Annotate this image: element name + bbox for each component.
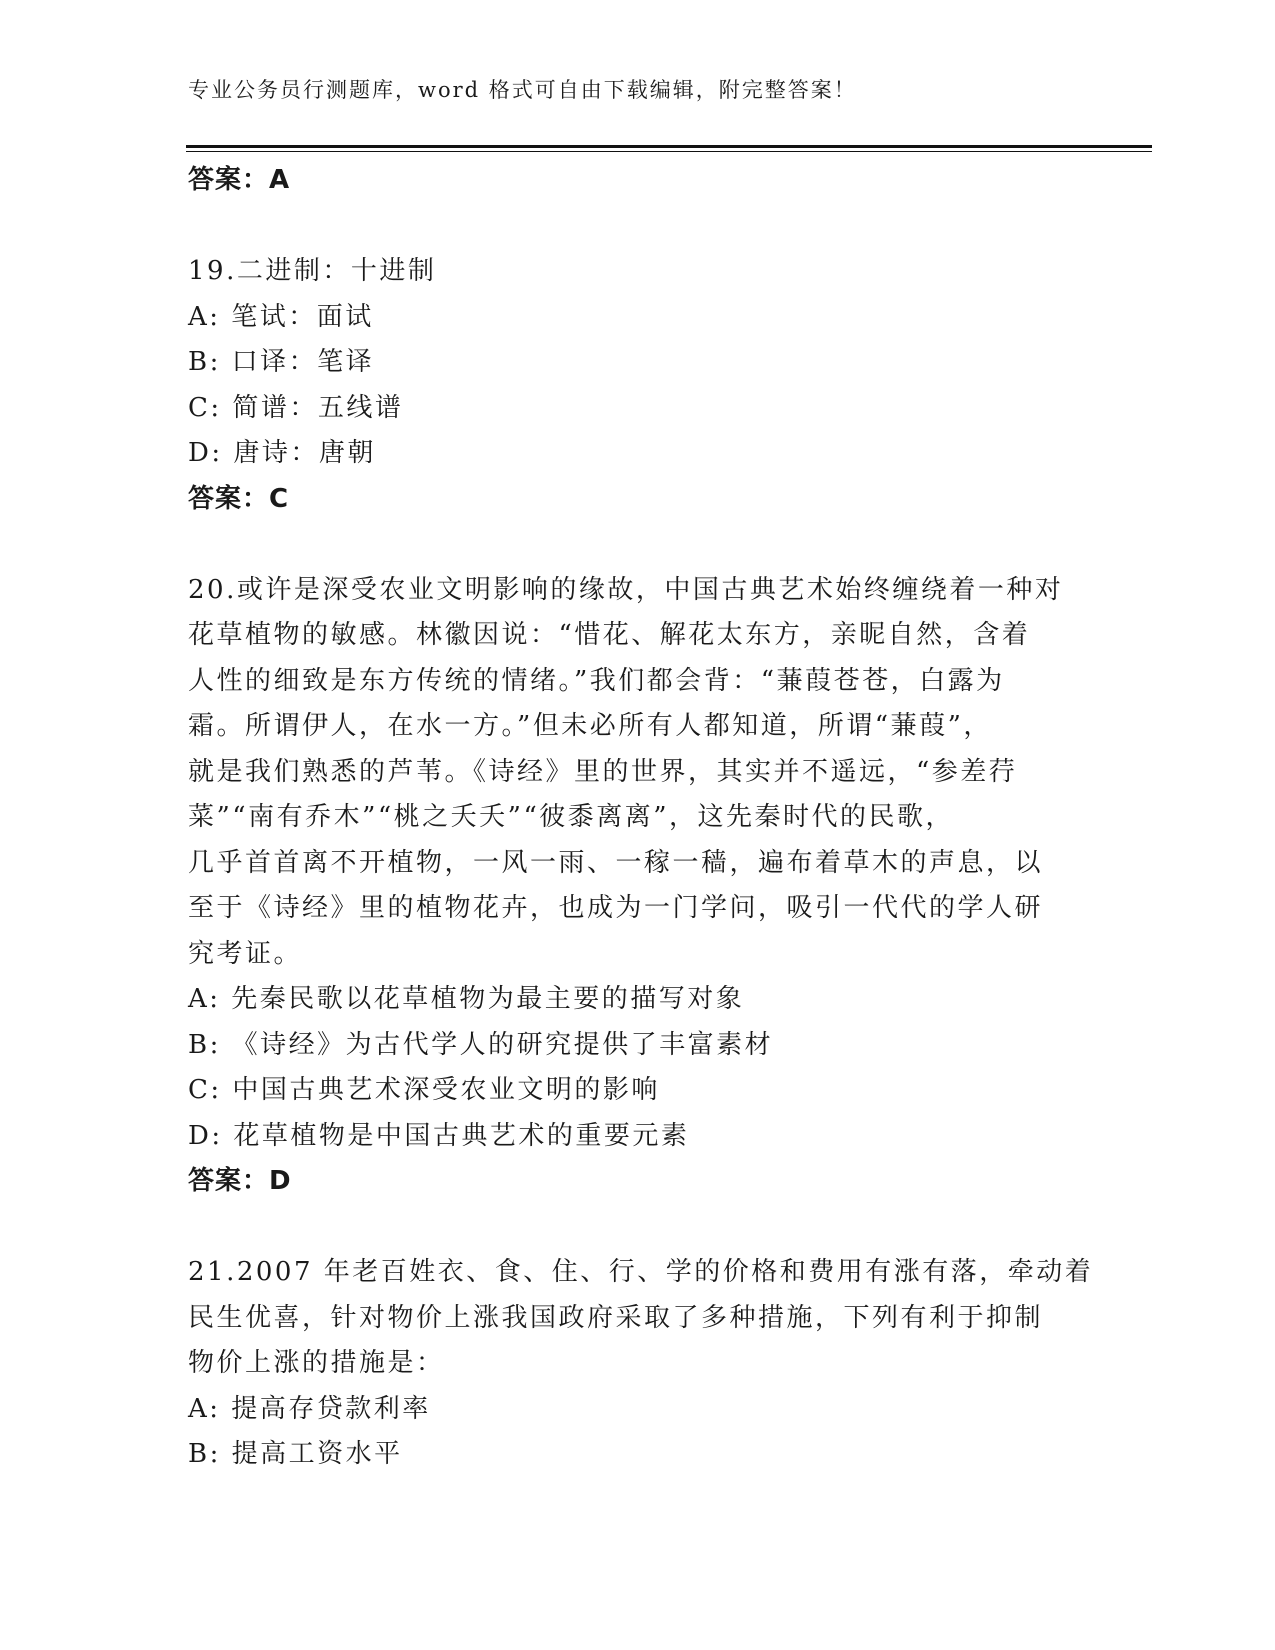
- option-d: D: 唐诗：唐朝: [188, 438, 376, 468]
- option-d: D: 花草植物是中国古典艺术的重要元素: [188, 1120, 690, 1151]
- question-stem-line: 物价上涨的措施是：: [188, 1348, 445, 1378]
- question-stem-line: 人性的细致是东方传统的情绪。”我们都会背：“蒹葭苍苍，白露为: [188, 665, 1005, 696]
- question-stem-line: 20.或许是深受农业文明影响的缘故，中国古典艺术始终缠绕着一种对: [188, 574, 1064, 605]
- question-21: [188, 1250, 1094, 1478]
- question-stem-line: 究考证。: [188, 938, 303, 969]
- answer: 答案：C: [188, 483, 290, 514]
- question-stem: 19.二进制：十进制: [188, 256, 437, 286]
- question-stem-line: 几乎首首离不开植物，一风一雨、一稼一穑，遍布着草木的声息，以: [188, 847, 1044, 878]
- question-stem-line: 就是我们熟悉的芦苇。《诗经》里的世界，其实并不遥远，“参差荇: [188, 756, 1018, 787]
- option-a: A: 先秦民歌以花草植物为最主要的描写对象: [188, 984, 745, 1014]
- option-c: C: 简谱：五线谱: [188, 392, 404, 423]
- question-20: [188, 568, 1088, 1205]
- question-stem-line: 花草植物的敏感。林徽因说：“惜花、解花太东方，亲昵自然，含着: [188, 620, 1031, 650]
- option-c: C: 中国古典艺术深受农业文明的影响: [188, 1075, 660, 1105]
- option-a: A: 笔试：面试: [188, 301, 374, 332]
- option-b: B: 《诗经》为古代学人的研究提供了丰富素材: [188, 1029, 774, 1060]
- question-stem-line: 至于《诗经》里的植物花卉，也成为一门学问，吸引一代代的学人研: [188, 893, 1044, 923]
- previous-answer: 答案：A: [188, 165, 291, 195]
- question-stem-line: 霜。所谓伊人，在水一方。”但未必所有人都知道，所谓“蒹葭”，: [188, 711, 992, 741]
- header-divider-thick: [186, 145, 1152, 148]
- option-b: B: 口译：笔译: [188, 347, 375, 377]
- option-b: B: 提高工资水平: [188, 1439, 403, 1469]
- header-divider-thin: [186, 151, 1152, 152]
- question-stem-line: 菜”“南有乔木”“桃之夭夭”“彼黍离离”，这先秦时代的民歌，: [188, 802, 955, 832]
- answer: 答案：D: [188, 1166, 292, 1196]
- question-19: [188, 249, 1088, 522]
- question-stem-line: 21.2007 年老百姓衣、食、住、行、学的价格和费用有涨有落，牵动着: [188, 1257, 1094, 1287]
- question-stem-line: 民生优喜，针对物价上涨我国政府采取了多种措施，下列有利于抑制: [188, 1302, 1044, 1333]
- option-a: A: 提高存贷款利率: [188, 1393, 431, 1424]
- page-header: 专业公务员行测题库，word 格式可自由下载编辑，附完整答案！: [188, 78, 857, 102]
- question-content: [188, 158, 1094, 1478]
